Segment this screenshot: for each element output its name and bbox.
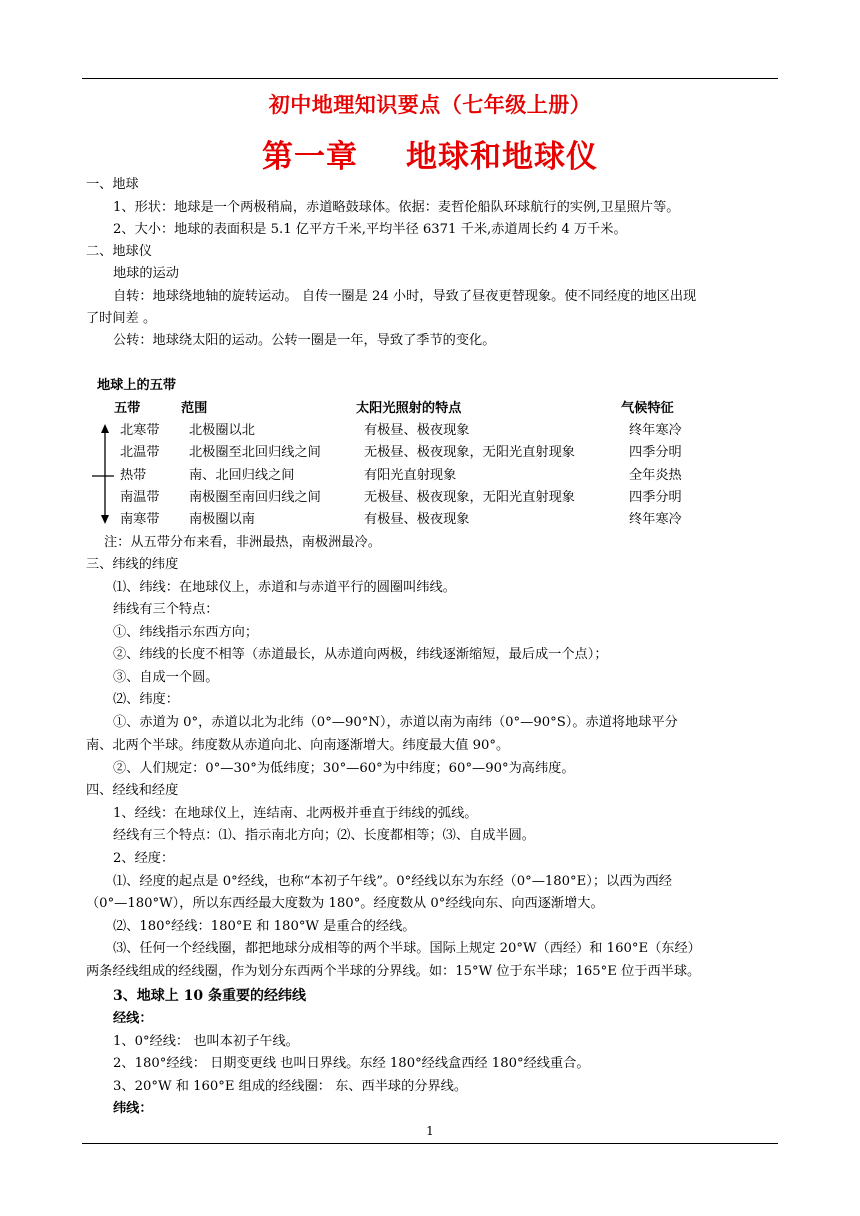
- paragraph: ①、赤道为 0°，赤道以北为北纬（0°—90°N），赤道以南为南纬（0°—90°S）。赤道将地球平分: [113, 715, 678, 730]
- zones-header-sunlight: 太阳光照射的特点: [356, 401, 462, 416]
- paragraph: （0°—180°W），所以东西经最大度数为 180°。经度数从 0°经线向东、向西逐渐增大。: [86, 896, 604, 911]
- zones-note: 注：从五带分布来看，非洲最热，南极洲最冷。: [104, 535, 381, 550]
- zones-header-climate: 气候特征: [621, 401, 674, 416]
- zone-climate: 终年寒冷: [629, 512, 682, 527]
- zone-range: 北极圈至北回归线之间: [189, 445, 321, 460]
- paragraph: 两条经线组成的经线圈，作为划分东西两个半球的分界线。如：15°W 位于东半球；165°E 位于西半球。: [86, 964, 701, 979]
- paragraph: ⑵、纬度：: [113, 692, 179, 707]
- section-heading: 三、纬线的纬度: [86, 557, 179, 572]
- page-number: 1: [426, 1124, 434, 1138]
- zone-climate: 终年寒冷: [629, 423, 682, 438]
- section-heading: 四、经线和经度: [86, 783, 179, 798]
- paragraph: ⑶、任何一个经线圈，都把地球分成相等的两个半球。国际上规定 20°W（西经）和 160°E（东经）: [113, 941, 701, 956]
- paragraph: 1、0°经线： 也叫本初子午线。: [113, 1034, 299, 1049]
- section-heading: 二、地球仪: [86, 244, 152, 259]
- paragraph: 公转：地球绕太阳的运动。公转一圈是一年，导致了季节的变化。: [113, 333, 496, 348]
- paragraph: ①、纬线指示东西方向；: [113, 625, 259, 640]
- paragraph: ⑴、纬线：在地球仪上，赤道和与赤道平行的圆圈叫纬线。: [113, 580, 456, 595]
- paragraph: 纬线有三个特点：: [113, 602, 219, 617]
- paragraph: ②、人们规定：0°—30°为低纬度；30°—60°为中纬度；60°—90°为高纬度。: [113, 761, 575, 776]
- zone-range: 南、北回归线之间: [189, 468, 295, 483]
- paragraph: ②、纬线的长度不相等（赤道最长，从赤道向两极，纬线逐渐缩短，最后成一个点）；: [113, 647, 608, 662]
- paragraph: 了时间差 。: [86, 311, 157, 326]
- meridian-label: 经线：: [113, 1011, 153, 1026]
- paragraph: ⑵、180°经线：180°E 和 180°W 是重合的经线。: [113, 919, 416, 934]
- zone-name: 北温带: [120, 445, 160, 460]
- zones-title: 地球上的五带: [97, 378, 177, 393]
- zone-name: 热带: [120, 468, 147, 483]
- zone-climate: 四季分明: [629, 445, 682, 460]
- zone-name: 南温带: [120, 490, 160, 505]
- paragraph: 经线有三个特点：⑴、指示南北方向；⑵、长度都相等；⑶、自成半圆。: [113, 828, 535, 843]
- chapter-number: 第一章: [262, 139, 358, 175]
- zone-name: 南寒带: [120, 512, 160, 527]
- zone-sunlight: 有阳光直射现象: [364, 468, 457, 483]
- paragraph: 南、北两个半球。纬度数从赤道向北、向南逐渐增大。纬度最大值 90°。: [86, 738, 510, 753]
- zone-climate: 全年炎热: [629, 468, 682, 483]
- paragraph: 2、180°经线： 日期变更线 也叫日界线。东经 180°经线盒西经 180°经线重合。: [113, 1056, 590, 1071]
- top-rule: [82, 78, 778, 79]
- chapter-name: 地球和地球仪: [406, 139, 598, 175]
- paragraph: 2、经度：: [113, 851, 175, 866]
- zones-header-range: 范围: [181, 401, 208, 416]
- paragraph: 1、经线：在地球仪上，连结南、北两极并垂直于纬线的弧线。: [113, 806, 478, 821]
- zones-header-zone: 五带: [114, 401, 141, 416]
- parallel-label: 纬线：: [113, 1101, 153, 1116]
- paragraph: ⑴、经度的起点是 0°经线，也称“本初子午线”。0°经线以东为东经（0°—180°E）；以西为西经: [113, 874, 672, 889]
- bottom-rule: [82, 1143, 778, 1144]
- paragraph: 自转：地球绕地轴的旋转运动。 自传一圈是 24 小时，导致了昼夜更替现象。使不同经度的地区出现: [113, 289, 697, 304]
- chapter-title: [0, 131, 860, 176]
- zone-sunlight: 有极昼、极夜现象: [364, 512, 470, 527]
- paragraph: 1、形状：地球是一个两极稍扁，赤道略鼓球体。依据：麦哲伦船队环球航行的实例,卫星照片等。: [113, 200, 680, 215]
- zone-range: 北极圈以北: [189, 423, 255, 438]
- section-heading: 3、地球上 10 条重要的经纬线: [113, 988, 306, 1004]
- zone-name: 北寒带: [120, 423, 160, 438]
- zone-sunlight: 无极昼、极夜现象，无阳光直射现象: [364, 490, 575, 505]
- zones-arrow-icon: [92, 424, 114, 524]
- page-title: 初中地理知识要点（七年级上册）: [268, 92, 592, 117]
- zone-range: 南极圈以南: [189, 512, 255, 527]
- paragraph: 2、大小：地球的表面积是 5.1 亿平方千米,平均半径 6371 千米,赤道周长约 4 万千米。: [113, 222, 627, 237]
- section-heading: 一、地球: [86, 177, 139, 192]
- zone-sunlight: 无极昼、极夜现象，无阳光直射现象: [364, 445, 575, 460]
- paragraph: 地球的运动: [113, 266, 179, 281]
- paragraph: ③、自成一个圆。: [113, 670, 219, 685]
- paragraph: 3、20°W 和 160°E 组成的经线圈： 东、西半球的分界线。: [113, 1079, 468, 1094]
- zone-range: 南极圈至南回归线之间: [189, 490, 321, 505]
- zone-sunlight: 有极昼、极夜现象: [364, 423, 470, 438]
- zone-climate: 四季分明: [629, 490, 682, 505]
